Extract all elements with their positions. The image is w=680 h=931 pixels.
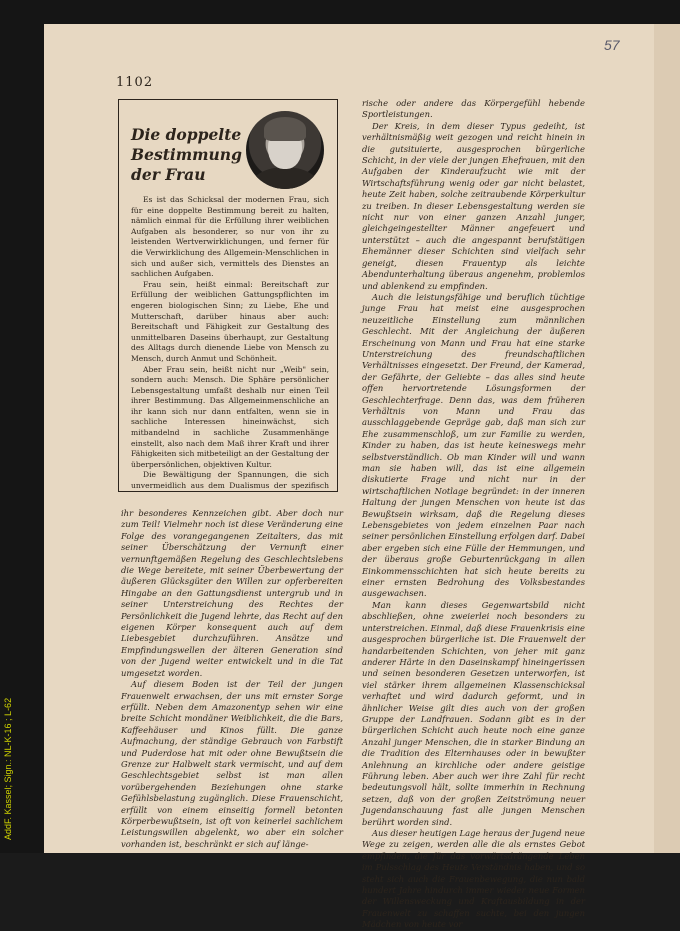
- box-paragraph: Aber Frau sein, heißt nicht nur „Weib" sein, sondern auch: Mensch. Die Sphäre persönlicher Lebensgestaltung umfaßt deshalb nur einen Teil ihrer Bestimmung. Das Allgemeinmenschliche an ihr kann sich nur dann entfalten, wenn sie in sachliche Interessen hineinwächst, sich mitbandelnd in sachliche Zusammenhänge einstellt, also nach dem Maß ihrer Kraft und ihrer Fähigkeiten sich mitbeteiligt an der Gestaltung der überpersönlichen, objektiven Kultur.: [131, 364, 329, 469]
- scan-top-border: [0, 0, 680, 24]
- page-edge: [654, 24, 680, 853]
- body-paragraph: Der Kreis, in dem dieser Typus gedeiht, ist verhältnismäßig weit gezogen und reicht hinein in die gutsituierte, ausgesprochen bürgerliche Schicht, in der viele der jungen Ehefrauen, mit den Aufgaben der Kinderaufzucht wie mit der Wirtschaftsführung wenig oder gar nicht belastet, heute Zeit haben, solche zeitraubende Körperkultur zu treiben. In dieser Lebensgestaltung werden sie nicht nur von einer ganzen Anzahl junger, gleichgeingestellter Männer angefeuert und unterstützt – auch die angespannt berufstätigen Ehemänner dieser Schichten sind vielfach sehr geneigt, diesen Frauentyp als leichte Abendunterhaltung überaus angenehm, problemlos und ablenkend zu empfinden.: [362, 120, 585, 291]
- article-box: [118, 99, 338, 492]
- body-paragraph: Aus dieser heutigen Lage heraus der Jugend neue Wege zu zeigen, werden alle die als ernstes Gebot empfinden, die für das vorwärtsdrängende Leben im Pulsschlag des Heute Verständnis haben, und so steht sich auch die Frauenbewegung, die nun bald hundert Jahre hindurch immer wieder neue Formen der Willensweckung und Kraftausbildung in der Frauenwelt zu schaffen suchte, bei den jungen Mädchen von heute vor: [362, 828, 585, 930]
- scan-left-border: [0, 0, 44, 853]
- body-paragraph: rische oder andere das Körpergefühl hebende Sportleistungen.: [362, 98, 585, 120]
- box-text: [131, 195, 329, 492]
- box-paragraph: Es ist das Schicksal der modernen Frau, sich für eine doppelte Bestimmung bereit zu halten, nämlich einmal für die Erfüllung ihrer weiblichen Aufgaben als besonderer, so nur von ihr zu leistenden Wertverwirklichungen, und ferner für die Verwirklichung des Allgemein-Menschlichen in sich und außer sich, vermittels des Dienstes an sachlichen Aufgaben.: [131, 195, 329, 279]
- article-title: Die doppelte Bestimmung der Frau: [131, 125, 242, 184]
- body-paragraph: Auch die leistungsfähige und beruflich tüchtige junge Frau hat meist eine ausgesprochen neuzeitliche Einstellung zum männlichen Geschlecht. Mit der Angleichung der äußeren Erscheinung von Mann und Frau hat eine starke Unterstreichung des freundschaftlichen Verhältnisses eingesetzt. Der Freund, der Kamerad, der Gefährte, der Geliebte – das alles sind heute offen hervortretende Lösungsformen der Geschlechterfrage. Denn das, was dem früheren Verhältnis von Mann und Frau das ausschlaggebende Gepräge gab, daß man sich zur Ehe zusammenschloß, um zur Familie zu werden, Kinder zu haben, das ist heute keineswegs mehr selbstverständlich. Ob man Kinder will und wann man sie haben will, das ist eine allgemein diskutierte Frage und nicht nur in der wirtschaftlichen Notlage begründet: in der inneren Haltung der jungen Menschen von heute ist das Bewußtsein wirksam, daß die Regelung dieses Lebensgebietes von jedem einzelnen Paar nach seiner persönlichen Einstellung erfolgen darf. Dabei aber ergeben sich eine Fülle der Hemmungen, und der überaus große Geburtenrückgang in allen Einkommensschichten hat sich heute bereits zu einer ernsten Bedrohung des Volksbestandes ausgewachsen.: [362, 291, 585, 599]
- author-portrait: [246, 111, 324, 189]
- archive-label: AddF. Kassel; Sign.: NL-K-16 ; L-62: [3, 697, 13, 840]
- box-paragraph: Die Bewältigung der Spannungen, die sich unvermeidlich aus dem Dualismus der spezifisch: [131, 470, 329, 491]
- body-paragraph: Auf diesem Boden ist der Teil der jungen Frauenwelt erwachsen, der uns mit ernster Sorge erfüllt. Neben dem Amazonentyp sehen wir eine breite Schicht mondäner Weiblichkeit, die die Bars, Kaffeehäuser und Kinos füllt. Die ganze Aufmachung, der ständige Gebrauch von Farbstift und Puderdose hat mit oder ohne Bewußtsein die Grenze zur Halbwelt stark vermischt, und auf dem Geschlechtsgebiet selbst ist man allen vorübergehenden Beziehungen ohne starke Gefühlsbelastung zugänglich. Diese Frauenschicht, erfüllt von einem einseitig formell betonten Körperbewußtsein, ist oft von keinerlei sachlichem Leistungswillen abgelenkt, wo aber ein solcher vorhanden ist, beschränkt er sich auf länge-: [121, 679, 343, 849]
- pencil-page-mark: 57: [604, 37, 620, 53]
- body-paragraph: Man kann dieses Gegenwartsbild nicht abschließen, ohne zweierlei noch besonders zu unterstreichen. Einmal, daß diese Frauenkrisis eine ausgesprochen bürgerliche ist. Die Frauenwelt der handarbeitenden Schichten, von jeher mit ganz anderer Härte in den Daseinskampf hineingerissen und seinen besonderen Gesetzen unterworfen, ist viel stärker ihrem allgemeinen Klassenschicksal verhaftet und wird dadurch geformt, und in ähnlicher Weise gilt dies auch von der großen Gruppe der Landfrauen. Sodann gibt es in der bürgerlichen Schicht auch heute noch eine ganze Anzahl junger Menschen, die in starker Bindung an die Tradition des Elternhauses oder in bewußter Anlehnung an kirchliche oder andere geistige Führung leben. Aber auch wer ihre Zahl für recht bedeutungsvoll hält, sollte immerhin in Rechnung setzen, daß von der großen Zeitströmung neuer Jugendanschauung fast alle jungen Menschen berührt worden sind.: [362, 599, 585, 827]
- document-page: [44, 24, 680, 930]
- right-column-text: [362, 98, 585, 931]
- body-paragraph: ihr besonderes Kennzeichen gibt. Aber doch nur zum Teil! Vielmehr noch ist diese Veränderung eine Folge des vorangegangenen Zeitalters, das mit seiner Überschätzung der Vernunft einer vernunftgemäßen Regelung des Geschlechtslebens die Wege bereitete, mit seiner Überbewertung der äußeren Glücksgüter den Willen zur opferbereiten Hingabe an den Gattungsdienst untergrub und in seiner Unterstreichung des Rechtes der Persönlichkeit die Jugend lehrte, das Recht auf den eigenen Körper konsequent auch auf dem Liebesgebiet durchzuführen. Ansätze und Empfindungswellen der älteren Generation sind von der Jugend weiter entwickelt und in die Tat umgesetzt worden.: [121, 508, 343, 678]
- left-column-text: [121, 508, 343, 850]
- box-paragraph: Frau sein, heißt einmal: Bereitschaft zur Erfüllung der weiblichen Gattungspflichten im engeren biologischen Sinn; zu Liebe, Ehe und Mutterschaft, darüber hinaus aber auch: Bereitschaft und Fähigkeit zur Gestaltung des unmittelbaren Daseins überhaupt, zur Gestaltung des Alltags durch dienende Liebe von Mensch zu Mensch, durch Anmut und Schönheit.: [131, 279, 329, 363]
- page-number: 1102: [116, 75, 154, 90]
